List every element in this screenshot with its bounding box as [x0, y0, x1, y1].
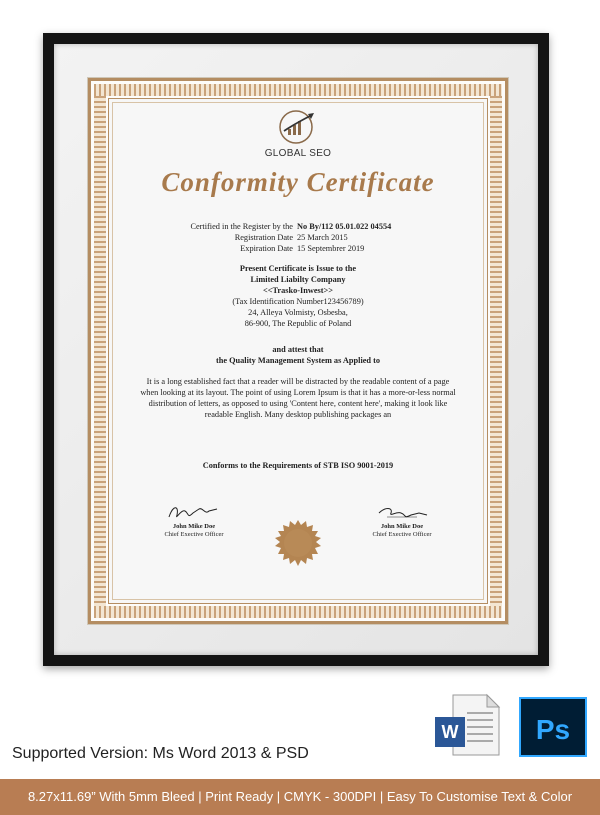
seal-icon [274, 520, 322, 568]
signature-left [144, 503, 244, 539]
certificate-content [109, 99, 487, 603]
signer-right-name: John Mike Doe [380, 523, 424, 530]
registration-date: 25 March 2015 [297, 233, 348, 242]
register-number: No By/112 05.01.022 04554 [297, 222, 392, 231]
signer-left-name: John Mike Doe [172, 523, 216, 530]
registration-details [147, 221, 447, 254]
address-line-1: 24, Alleya Volmisty, Osbesba, [248, 308, 348, 317]
body-paragraph: It is a long established fact that a reader will be distracted by the readable content of a page when looking at its layout. The point of using Lorem Ipsum is that it has a more-or-less normal distribution of letters, as opposed to using 'Content here, content here', making it look like readable English. Many desktop publishing packages an [140, 377, 456, 419]
brand-name: GLOBAL SEO [264, 148, 332, 159]
picture-frame [43, 33, 549, 666]
global-seo-logo-icon [278, 109, 318, 145]
expiration-date-label: Expiration Date [240, 244, 293, 253]
ms-word-icon [433, 693, 501, 757]
frame-mat [54, 44, 538, 655]
address-line-2: 86-900, The Republic of Poland [244, 319, 352, 328]
certificate-paper [87, 77, 509, 625]
present-line-1: Present Certificate is Issue to the [239, 264, 357, 273]
register-label: Certified in the Register by the [190, 222, 293, 231]
attest-line-1: and attest that [272, 345, 324, 354]
expiration-date: 15 Septembrer 2019 [297, 244, 365, 253]
tax-id: (Tax Identification Number123456789) [232, 297, 364, 306]
supported-version-text: Supported Version: Ms Word 2013 & PSD [12, 745, 309, 762]
signer-left-title: Chief Exective Officer [164, 531, 224, 538]
certificate-inner-area [108, 98, 488, 604]
attest-line-2: the Quality Management System as Applied to [215, 356, 381, 365]
registration-date-label: Registration Date [234, 233, 293, 242]
specs-bar [0, 779, 600, 815]
company-name: <<Trasko-Inwest>> [263, 286, 333, 295]
conformity-statement: Conforms to the Requirements of STB ISO 9001-2019 [202, 461, 394, 470]
photoshop-icon [519, 697, 587, 757]
ps-icon-text: Ps [535, 714, 571, 745]
certificate-title: Conformity Certificate [161, 167, 435, 197]
present-line-2: Limited Liabilty Company [250, 275, 346, 284]
specs-text: 8.27x11.69” With 5mm Bleed | Print Ready | CMYK - 300DPI | Easy To Customise Text & Color [27, 789, 573, 804]
signer-right-title: Chief Exective Officer [372, 531, 432, 538]
signature-right [352, 503, 452, 539]
signature-right-mark [367, 503, 437, 523]
signature-left-mark [159, 503, 229, 523]
word-icon-letter: W [441, 722, 459, 742]
